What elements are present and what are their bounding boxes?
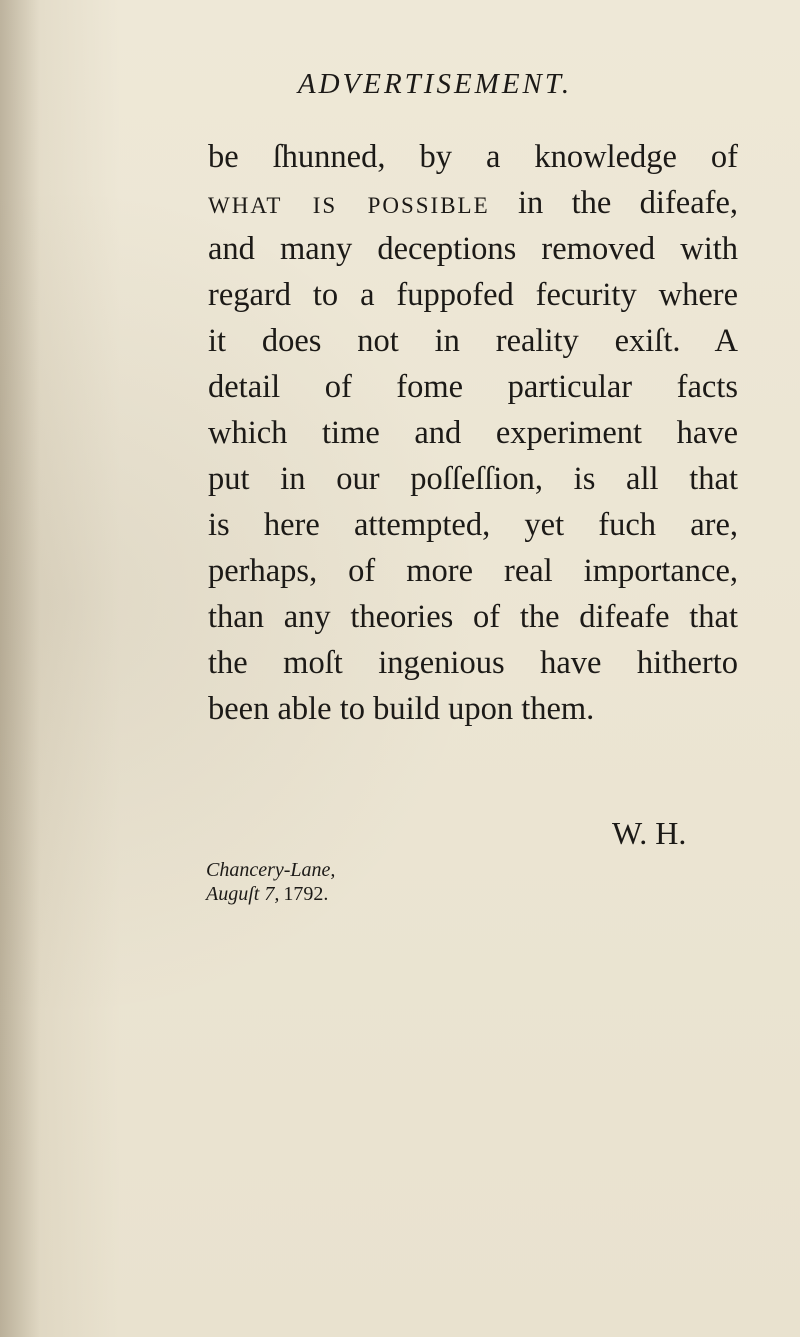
gutter-shadow (0, 0, 40, 1337)
body-line: put in our poſſeſſion, is all that (208, 461, 738, 497)
body-line: been able to build upon them. (208, 691, 595, 727)
date-year: 1792. (283, 883, 329, 905)
date-month: Auguſt 7, (206, 883, 280, 905)
body-line: than any theories of the difeafe that (208, 599, 738, 635)
body-line: what is possible in the difeafe, (208, 185, 738, 221)
body-line: is here attempted, yet fuch are, (208, 507, 738, 543)
body-line: it does not in reality exiſt. A (208, 323, 738, 359)
small-caps-phrase: what is possible (208, 185, 490, 221)
place-line: Chancery-Lane, (206, 859, 336, 881)
body-line: the moſt ingenious have hitherto (208, 645, 738, 681)
body-line: regard to a fuppofed fecurity where (208, 277, 738, 313)
body-line: and many deceptions removed with (208, 231, 738, 267)
body-line: which time and experiment have (208, 415, 738, 451)
running-head: ADVERTISEMENT. (297, 68, 573, 100)
body-line: detail of fome particular facts (208, 369, 738, 405)
advertisement-body (208, 134, 738, 732)
body-line: perhaps, of more real importance, (208, 553, 738, 589)
signature-initials: W. H. (612, 815, 687, 851)
date-line (206, 882, 335, 906)
place-and-date (206, 858, 335, 906)
body-line: be ſhunned, by a knowledge of (208, 139, 738, 175)
